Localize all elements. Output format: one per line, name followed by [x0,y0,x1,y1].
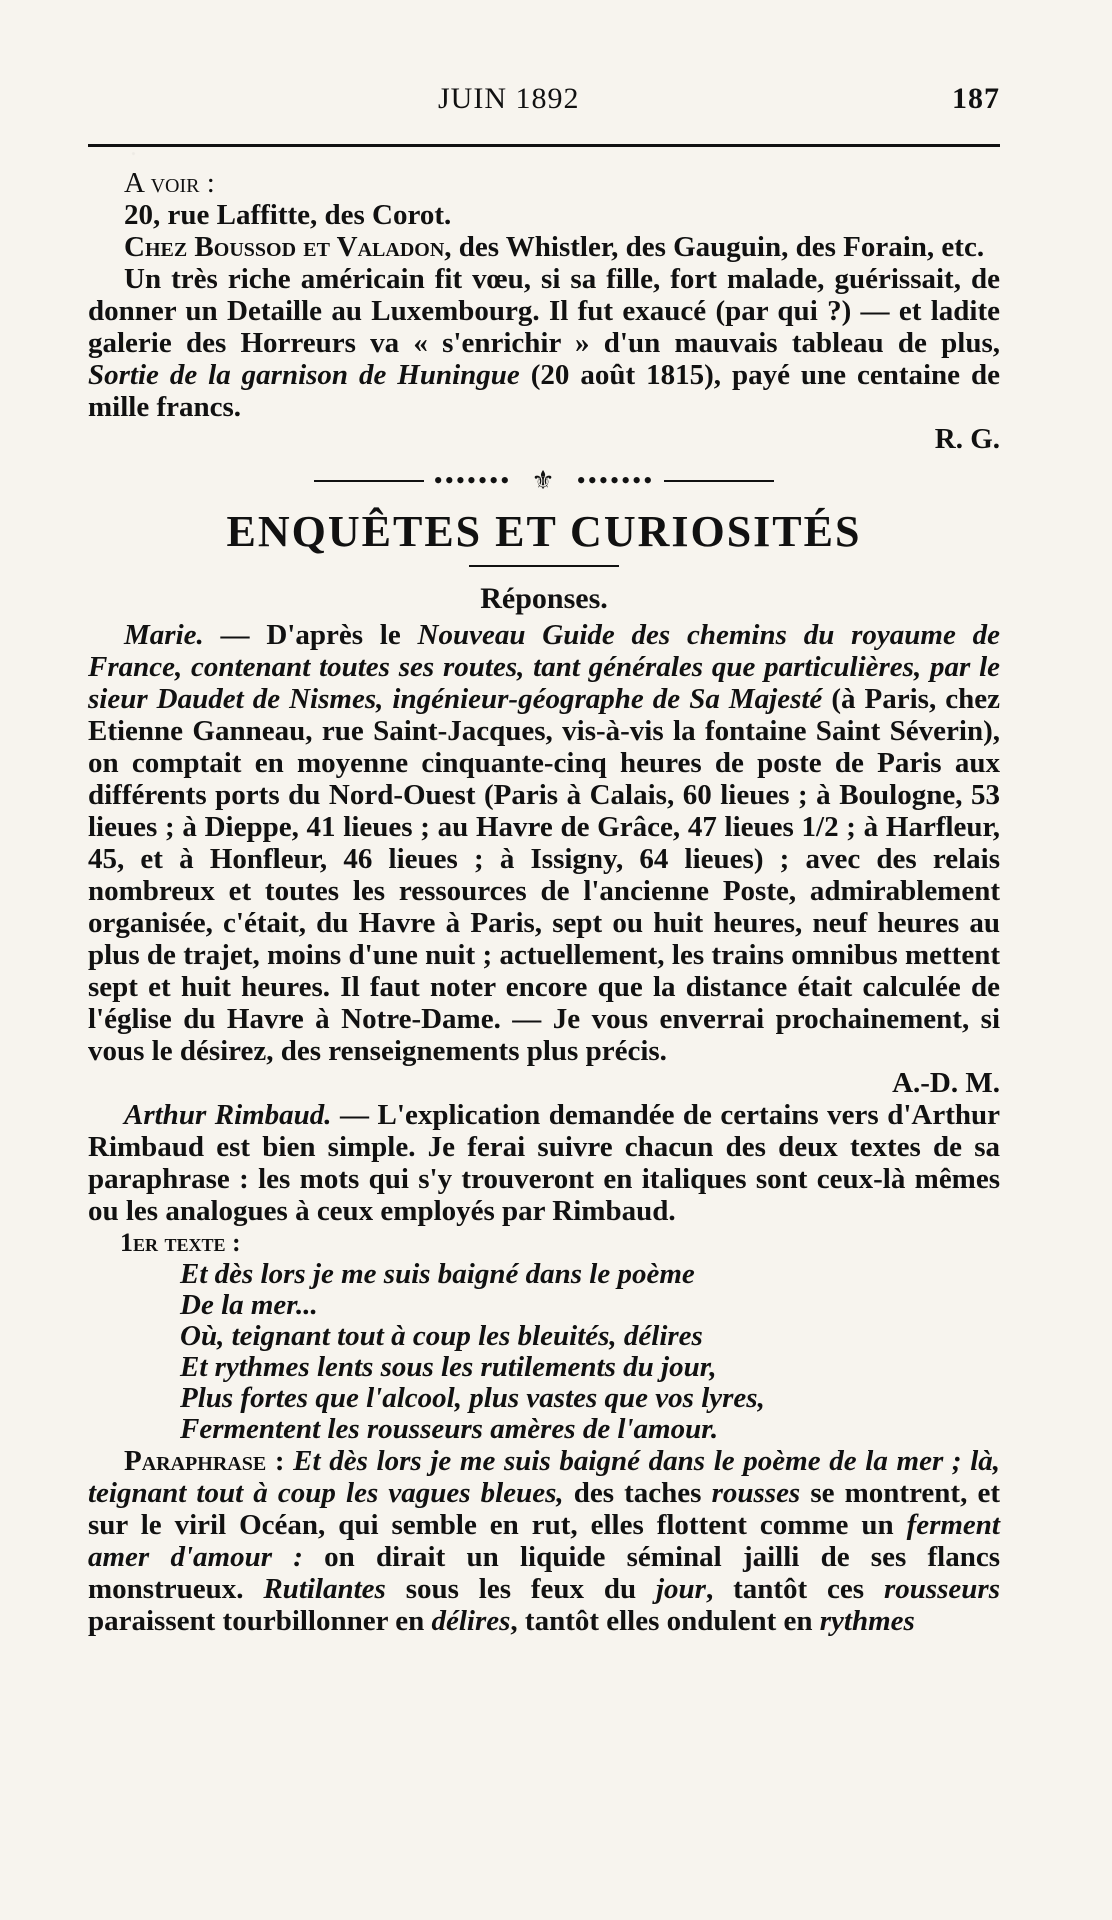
intro-line-1: 20, rue Laffitte, des Corot. [124,199,452,231]
a-voir-label: A voir : [124,167,215,199]
painting-title: Sortie de la garnison de Huningue [88,359,520,391]
section-subtitle: Réponses. [480,582,608,615]
texte-label: 1er texte : [120,1228,241,1257]
paraphrase-paragraph: Paraphrase : Et dès lors je me suis baigné dans le poème de la mer ; là, teignant tout à coup les vagues bleues, des taches rousses se montrent, et sur le viril Océan, qui semble en rut, elles flottent comme un ferment amer d'amour : on dirait un liquide séminal jailli de ses flancs monstrueux. Rutilantes sous les feux du jour, tantôt ces rousseurs paraissent tourbillonner en délires, tantôt elles ondulent en rythmes [88,1445,1001,1637]
guide-title: Nouveau Guide des chemins du royaume de France, contenant toutes ses routes, tant générales que particulières, par le sieur Daudet de Nismes, ingénieur-géographe de Sa Majesté [88,619,1000,715]
section-title: ENQUÊTES ET CURIOSITÉS [226,507,862,556]
rimbaud-label: Arthur Rimbaud. [124,1099,332,1131]
ornament-right: ••••••• [576,466,655,495]
intro-chez [88,231,1000,263]
section-ornament [88,463,1000,499]
reply-marie: Marie. — D'après le Nouveau Guide des chemins du royaume de France, contenant toutes ses routes, tant générales que particulières, par le sieur Daudet de Nismes, ingénieur-géographe de Sa Majesté (à Paris, chez Etienne Ganneau, rue Saint-Jacques, vis-à-vis la fontaine Saint Séverin), on comptait en moyenne cinquante-cinq heures de poste de Paris aux différents ports du Nord-Ouest (Paris à Calais, 60 lieues ; à Boulogne, 53 lieues ; à Dieppe, 41 lieues ; au Havre de Grâce, 47 lieues 1/2 ; à Harfleur, 45, et à Honfleur, 46 lieues ; à Issigny, 64 lieues) ; avec des relais nombreux et toutes les ressources de l'ancienne Poste, admirablement organisée, c'était, du Havre à Paris, sept ou huit heures, neuf heures au plus de trajet, moins d'une nuit ; actuellement, les trains omnibus mettent sept et huit heures. Il faut noter encore que la distance était calculée de l'église du Havre à Notre-Dame. — Je vous enverrai prochainement, si vous le désirez, des renseignements plus précis. [88,619,1000,1067]
verse-line: Et rythmes lents sous les rutilements du jour, [180,1351,717,1383]
intro-anecdote: Un très riche américain fit vœu, si sa fille, fort malade, guérissait, de donner un Detaille au Luxembourg. Il fut exaucé (par qui ?) — et ladite galerie des Horreurs va « s'enrichir » d'un mauvais tableau de plus, Sortie de la garnison de Huningue (20 août 1815), payé une centaine de mille francs. [88,263,1000,423]
chez-label: Chez Boussod et Valadon, [124,231,452,263]
verse-line: De la mer... [180,1289,318,1321]
verse-line: Fermentent les rousseurs amères de l'amour. [180,1413,719,1445]
chez-rest: des Whistler, des Gauguin, des Forain, etc. [451,231,985,263]
title-rule [469,565,619,567]
page-number: 187 [952,82,1000,115]
verse-block [88,1259,1000,1445]
reply-rimbaud: Arthur Rimbaud. — L'explication demandée de certains vers d'Arthur Rimbaud est bien simple. Je ferai suivre chacun des deux textes de sa paraphrase : les mots qui s'y trouveront en italiques sont ceux-là mêmes ou les analogues à ceux employés par Rimbaud. [88,1099,1000,1227]
fleuron-icon: ⚜ [531,466,557,495]
ornament-left: ••••••• [433,466,512,495]
running-header [88,60,1000,116]
verse-line: Où, teignant tout à coup les bleuités, délires [180,1320,703,1352]
header-rule [88,144,1000,147]
verse-line: Et dès lors je me suis baigné dans le poème [180,1258,695,1290]
signature-rg: R. G. [934,423,1000,455]
verse-line: Plus fortes que l'alcool, plus vastes que vos lyres, [180,1382,765,1414]
signature-adm: A.-D. M. [892,1067,1000,1099]
paraphrase-label: Paraphrase : [124,1445,285,1477]
header-title: JUIN 1892 [438,82,580,115]
marie-label: Marie. [124,619,204,651]
